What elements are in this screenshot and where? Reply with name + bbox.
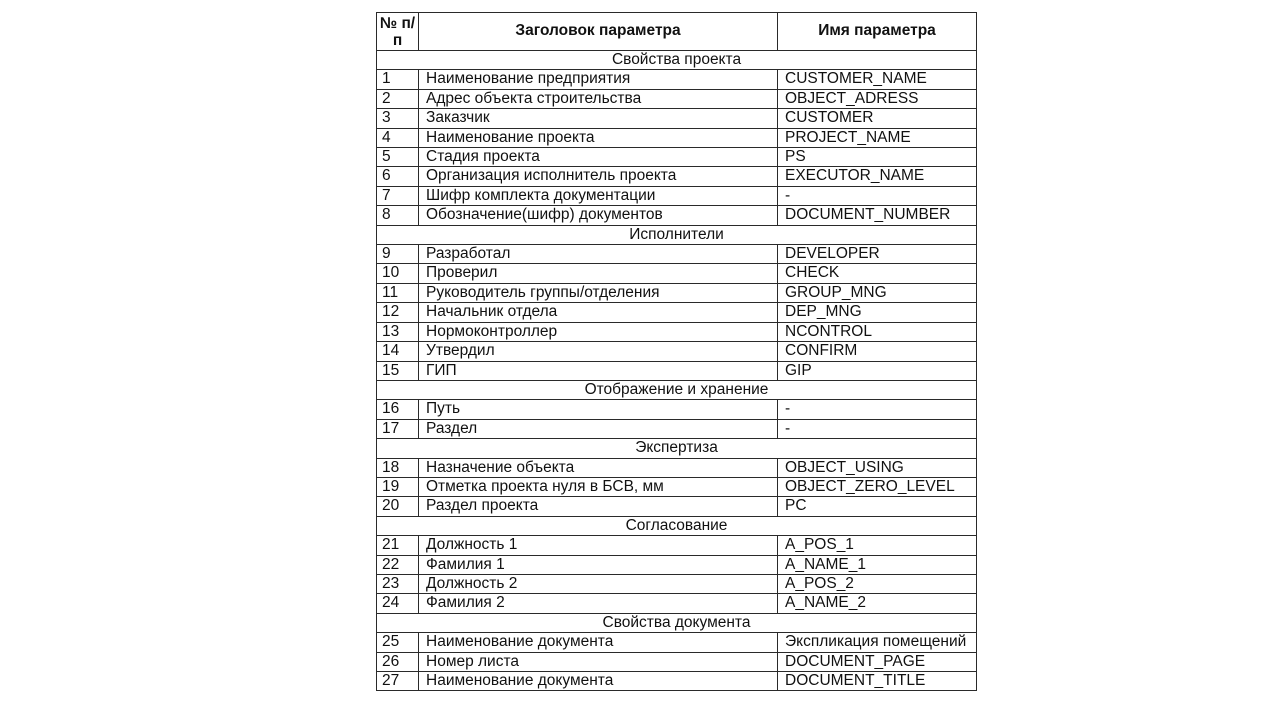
- parameter-title: Разработал: [419, 245, 778, 264]
- parameter-title: Наименование проекта: [419, 128, 778, 147]
- header-num: № п/п: [377, 13, 419, 51]
- table-row: [377, 458, 977, 477]
- parameter-title: Путь: [419, 400, 778, 419]
- parameter-name: A_POS_1: [778, 536, 977, 555]
- table-row: [377, 322, 977, 341]
- row-number: 18: [377, 458, 419, 477]
- parameter-title: Фамилия 1: [419, 555, 778, 574]
- parameter-name: DOCUMENT_NUMBER: [778, 206, 977, 225]
- parameter-title: Фамилия 2: [419, 594, 778, 613]
- section-title: Свойства проекта: [377, 51, 977, 70]
- table-row: [377, 652, 977, 671]
- parameter-title: Начальник отдела: [419, 303, 778, 322]
- parameter-name: -: [778, 419, 977, 438]
- parameter-title: Должность 1: [419, 536, 778, 555]
- parameters-table: [376, 12, 977, 691]
- parameter-name: GIP: [778, 361, 977, 380]
- row-number: 8: [377, 206, 419, 225]
- parameter-title: Адрес объекта строительства: [419, 89, 778, 108]
- parameter-name: GROUP_MNG: [778, 283, 977, 302]
- table-row: [377, 672, 977, 691]
- header-title: Заголовок параметра: [419, 13, 778, 51]
- parameter-title: Наименование документа: [419, 672, 778, 691]
- table-row: [377, 477, 977, 496]
- section-title: Отображение и хранение: [377, 380, 977, 399]
- row-number: 6: [377, 167, 419, 186]
- parameter-title: Заказчик: [419, 109, 778, 128]
- section-title: Экспертиза: [377, 439, 977, 458]
- parameter-name: -: [778, 186, 977, 205]
- parameter-name: NCONTROL: [778, 322, 977, 341]
- parameter-title: Утвердил: [419, 342, 778, 361]
- parameter-name: DOCUMENT_TITLE: [778, 672, 977, 691]
- row-number: 25: [377, 633, 419, 652]
- row-number: 9: [377, 245, 419, 264]
- row-number: 10: [377, 264, 419, 283]
- parameter-title: Раздел проекта: [419, 497, 778, 516]
- parameter-name: Экспликация помещений: [778, 633, 977, 652]
- table-row: [377, 264, 977, 283]
- table-row: [377, 555, 977, 574]
- parameter-name: CONFIRM: [778, 342, 977, 361]
- table-row: [377, 497, 977, 516]
- parameter-title: Руководитель группы/отделения: [419, 283, 778, 302]
- row-number: 5: [377, 148, 419, 167]
- section-row: [377, 516, 977, 535]
- section-row: [377, 613, 977, 632]
- header-name: Имя параметра: [778, 13, 977, 51]
- parameter-name: DOCUMENT_PAGE: [778, 652, 977, 671]
- row-number: 19: [377, 477, 419, 496]
- row-number: 21: [377, 536, 419, 555]
- row-number: 4: [377, 128, 419, 147]
- table-row: [377, 303, 977, 322]
- row-number: 27: [377, 672, 419, 691]
- row-number: 1: [377, 70, 419, 89]
- table-row: [377, 206, 977, 225]
- parameter-name: PC: [778, 497, 977, 516]
- row-number: 7: [377, 186, 419, 205]
- row-number: 24: [377, 594, 419, 613]
- table-row: [377, 128, 977, 147]
- row-number: 11: [377, 283, 419, 302]
- parameter-name: CHECK: [778, 264, 977, 283]
- row-number: 26: [377, 652, 419, 671]
- table-row: [377, 89, 977, 108]
- row-number: 15: [377, 361, 419, 380]
- section-title: Исполнители: [377, 225, 977, 244]
- parameter-title: Отметка проекта нуля в БСВ, мм: [419, 477, 778, 496]
- table-row: [377, 342, 977, 361]
- section-title: Согласование: [377, 516, 977, 535]
- table-row: [377, 574, 977, 593]
- table-row: [377, 361, 977, 380]
- table-row: [377, 186, 977, 205]
- parameter-name: CUSTOMER_NAME: [778, 70, 977, 89]
- parameter-name: DEP_MNG: [778, 303, 977, 322]
- table-header: [377, 13, 977, 51]
- parameter-name: A_NAME_2: [778, 594, 977, 613]
- table-body: [377, 51, 977, 691]
- parameter-name: -: [778, 400, 977, 419]
- table-row: [377, 536, 977, 555]
- parameter-title: Номер листа: [419, 652, 778, 671]
- table-row: [377, 167, 977, 186]
- table-row: [377, 245, 977, 264]
- parameter-name: OBJECT_ADRESS: [778, 89, 977, 108]
- table-row: [377, 400, 977, 419]
- parameter-title: Раздел: [419, 419, 778, 438]
- parameter-name: A_POS_2: [778, 574, 977, 593]
- section-title: Свойства документа: [377, 613, 977, 632]
- parameters-table-container: [376, 12, 976, 691]
- parameter-name: CUSTOMER: [778, 109, 977, 128]
- row-number: 13: [377, 322, 419, 341]
- row-number: 14: [377, 342, 419, 361]
- header-row: [377, 13, 977, 51]
- table-row: [377, 70, 977, 89]
- row-number: 3: [377, 109, 419, 128]
- row-number: 20: [377, 497, 419, 516]
- parameter-title: Организация исполнитель проекта: [419, 167, 778, 186]
- parameter-title: Стадия проекта: [419, 148, 778, 167]
- parameter-name: EXECUTOR_NAME: [778, 167, 977, 186]
- table-row: [377, 633, 977, 652]
- row-number: 12: [377, 303, 419, 322]
- section-row: [377, 51, 977, 70]
- section-row: [377, 380, 977, 399]
- parameter-title: Проверил: [419, 264, 778, 283]
- parameter-title: ГИП: [419, 361, 778, 380]
- row-number: 2: [377, 89, 419, 108]
- row-number: 23: [377, 574, 419, 593]
- parameter-title: Шифр комплекта документации: [419, 186, 778, 205]
- parameter-title: Должность 2: [419, 574, 778, 593]
- section-row: [377, 439, 977, 458]
- row-number: 16: [377, 400, 419, 419]
- table-row: [377, 109, 977, 128]
- table-row: [377, 283, 977, 302]
- table-row: [377, 148, 977, 167]
- section-row: [377, 225, 977, 244]
- parameter-name: DEVELOPER: [778, 245, 977, 264]
- row-number: 17: [377, 419, 419, 438]
- parameter-title: Наименование документа: [419, 633, 778, 652]
- parameter-name: A_NAME_1: [778, 555, 977, 574]
- parameter-name: PROJECT_NAME: [778, 128, 977, 147]
- parameter-name: OBJECT_ZERO_LEVEL: [778, 477, 977, 496]
- row-number: 22: [377, 555, 419, 574]
- parameter-title: Обозначение(шифр) документов: [419, 206, 778, 225]
- parameter-name: OBJECT_USING: [778, 458, 977, 477]
- table-row: [377, 419, 977, 438]
- parameter-title: Назначение объекта: [419, 458, 778, 477]
- parameter-title: Наименование предприятия: [419, 70, 778, 89]
- parameter-title: Нормоконтроллер: [419, 322, 778, 341]
- table-row: [377, 594, 977, 613]
- parameter-name: PS: [778, 148, 977, 167]
